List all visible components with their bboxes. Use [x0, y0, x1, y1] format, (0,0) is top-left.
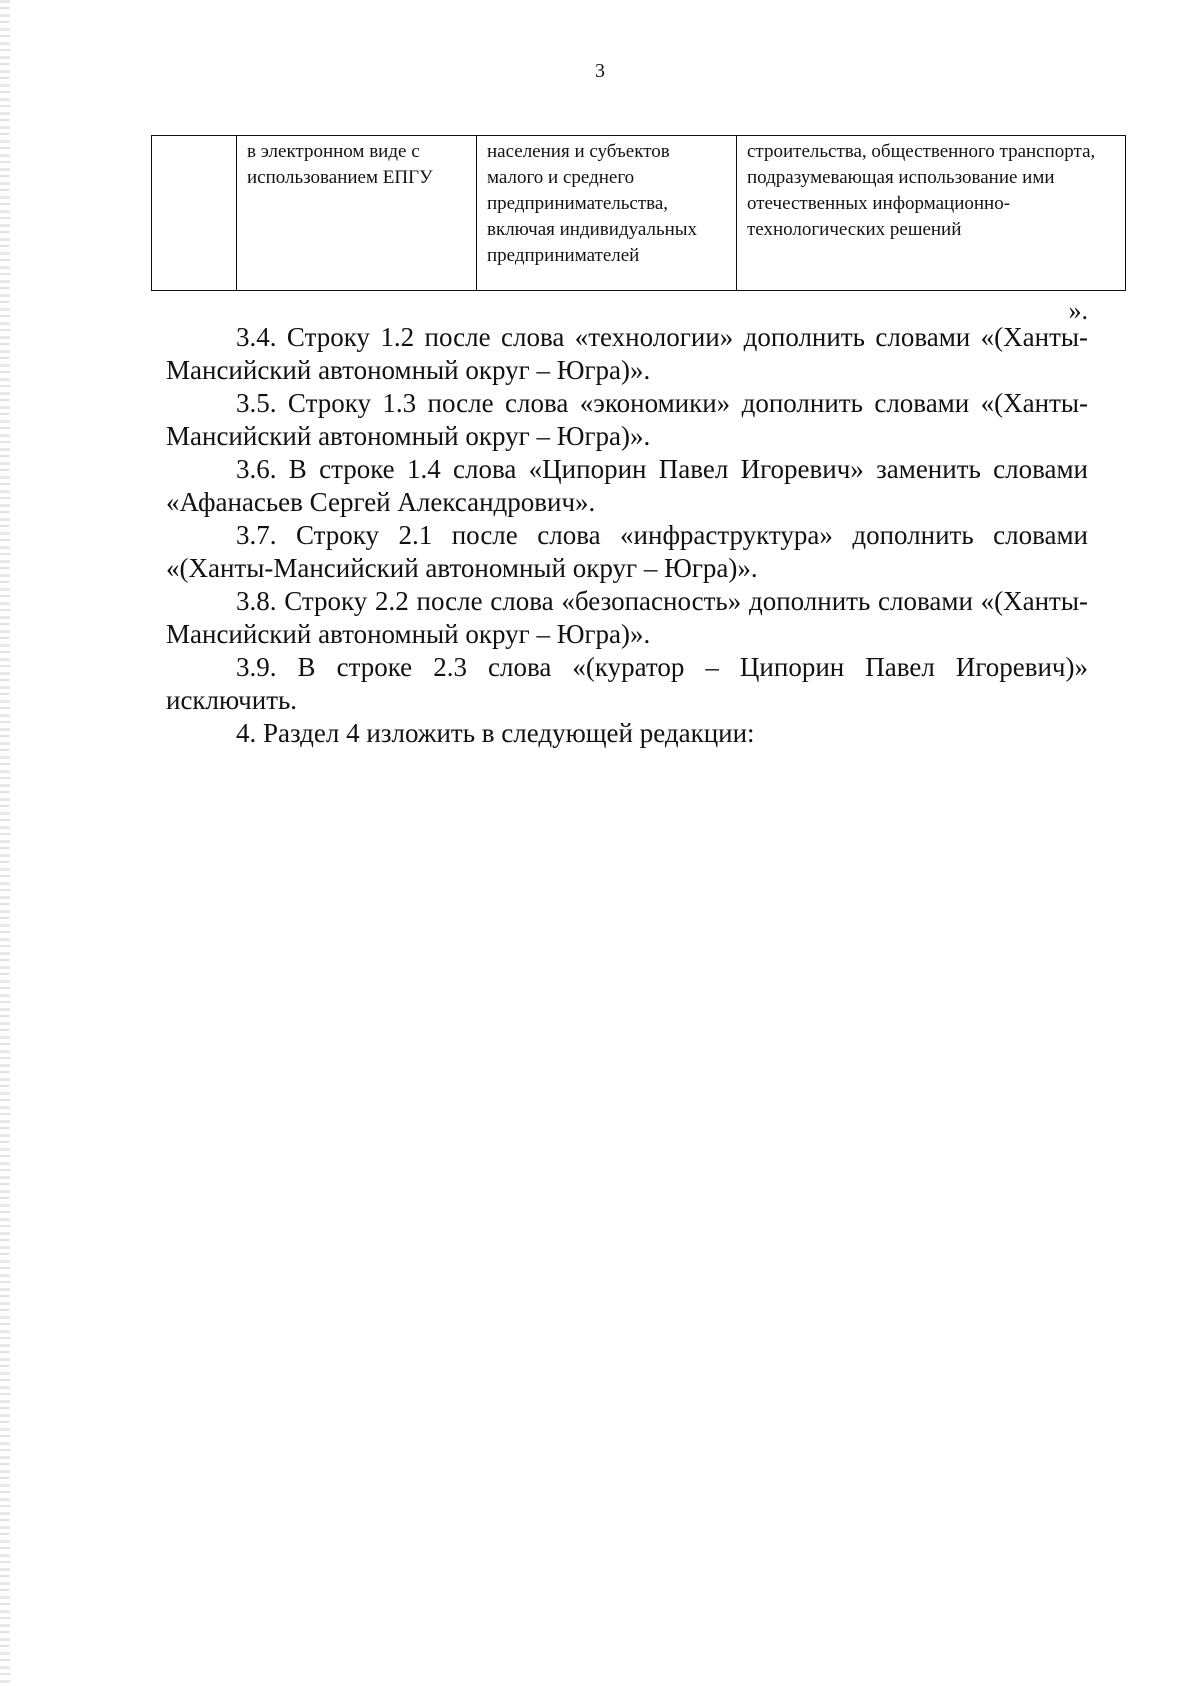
table-row — [152, 136, 1126, 291]
table-cell: населения и субъектов малого и среднего предпринимательства, включая индивидуальных предпринимателей — [477, 136, 737, 291]
paragraph: 3.7. Строку 2.1 после слова «инфраструктура» дополнить словами «(Ханты-Мансийский автономный округ – Югра)». — [166, 520, 1088, 583]
paragraph: 3.9. В строке 2.3 слова «(куратор – Ципорин Павел Игоревич)» исключить. — [166, 652, 1088, 715]
document-body — [166, 321, 1088, 750]
table-cell — [152, 136, 237, 291]
paragraph: 3.4. Строку 1.2 после слова «технологии» дополнить словами «(Ханты-Мансийский автономный округ – Югра)». — [166, 322, 1088, 385]
table-cell: строительства, общественного транспорта, подразумевающая использование ими отечественных информационно-технологических решений — [737, 136, 1126, 291]
scan-edge — [0, 0, 10, 1686]
paragraph: 3.8. Строку 2.2 после слова «безопасность» дополнить словами «(Ханты-Мансийский автономный округ – Югра)». — [166, 586, 1088, 649]
table-cell: в электронном виде с использованием ЕПГУ — [237, 136, 477, 291]
closing-quote: ». — [1068, 296, 1088, 325]
page-number: 3 — [595, 60, 605, 82]
paragraph: 3.6. В строке 1.4 слова «Ципорин Павел Игоревич» заменить словами «Афанасьев Сергей Александрович». — [166, 454, 1088, 517]
paragraph: 4. Раздел 4 изложить в следующей редакции: — [236, 718, 755, 748]
continued-table — [151, 135, 1126, 291]
paragraph: 3.5. Строку 1.3 после слова «экономики» дополнить словами «(Ханты-Мансийский автономный округ – Югра)». — [166, 388, 1088, 451]
